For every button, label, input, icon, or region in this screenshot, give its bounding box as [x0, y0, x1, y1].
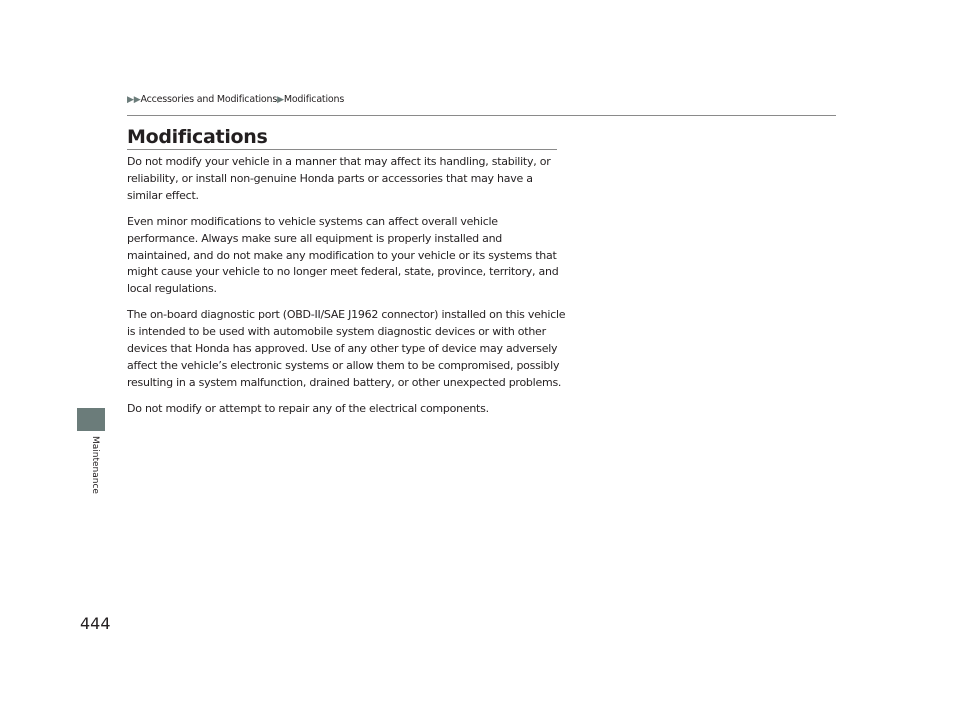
page-number: 444: [80, 614, 111, 633]
breadcrumb-item[interactable]: Accessories and Modifications: [140, 94, 278, 105]
arrow-icon: ▶: [277, 95, 284, 105]
paragraph: Even minor modifications to vehicle systems can affect overall vehicle performance. Always make sure all equipment is properly installed and maintained, and do not make any modification to your vehicle or its systems that might cause your vehicle to no longer meet federal, state, province, territory, and local regulations.: [127, 214, 559, 296]
arrow-icon: ▶▶: [127, 95, 141, 105]
paragraph: The on-board diagnostic port (OBD-II/SAE J1962 connector) installed on this vehicle is intended to be used with automobile system diagnostic devices or with other devices that Honda has approved. Use of any other type of device may adversely affect the vehicle’s electronic systems or allow them to be compromised, possibly resulting in a system malfunction, drained battery, or other unexpected problems.: [127, 308, 566, 389]
breadcrumb-item[interactable]: Modifications: [283, 94, 345, 105]
header-divider: [127, 115, 836, 116]
title-divider: [127, 149, 557, 150]
body-text: [127, 154, 567, 427]
section-label: Maintenance: [90, 436, 100, 494]
paragraph: Do not modify your vehicle in a manner that may affect its handling, stability, or reliability, or install non-genuine Honda parts or accessories that may have a similar effect.: [127, 155, 551, 202]
paragraph: Do not modify or attempt to repair any of the electrical components.: [127, 401, 489, 415]
page-title: Modifications: [127, 126, 268, 148]
section-tab: [77, 408, 105, 431]
breadcrumb: [127, 94, 344, 105]
